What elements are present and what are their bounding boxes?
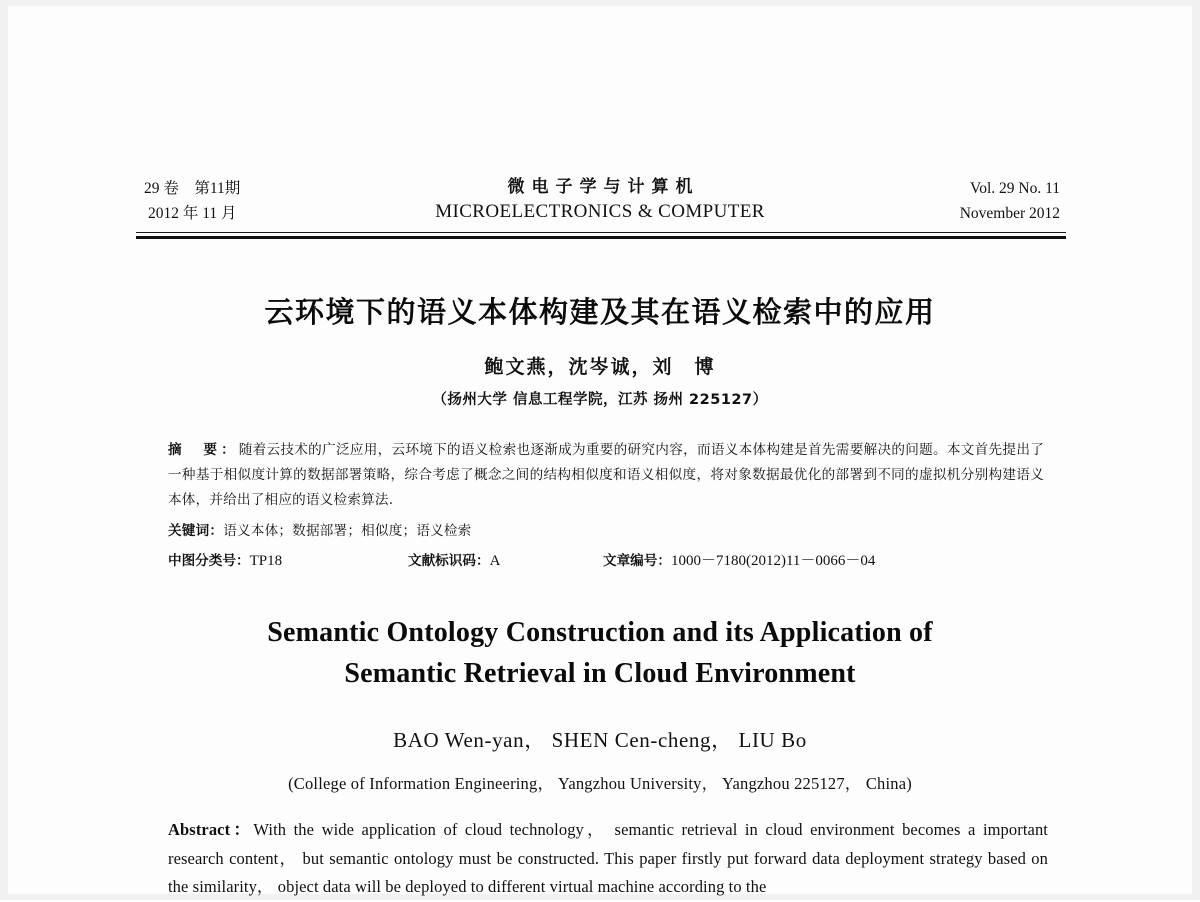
journal-masthead xyxy=(136,176,1066,226)
keywords-label-cn: 关键词 xyxy=(168,523,210,539)
masthead-left-block xyxy=(136,176,240,226)
article-id-label: 文章编号： xyxy=(603,553,671,569)
article-id-group xyxy=(603,549,1044,574)
abstract-separator-en: ： xyxy=(230,820,254,839)
abstract-separator-cn: ： xyxy=(221,442,239,458)
article-authors-cn: 鲍文燕，沈岑诚，刘 博 xyxy=(484,356,716,378)
article-title-en xyxy=(0,612,1200,694)
article-authors-en: BAO Wen-yan， SHEN Cen-cheng， LIU Bo xyxy=(393,728,807,752)
scan-edge-left xyxy=(0,0,8,900)
article-id-value: 1000－7180(2012)11－0066－04 xyxy=(670,553,876,569)
keywords-text-cn: 语义本体；数据部署；相似度；语义检索 xyxy=(223,523,472,539)
document-code-group xyxy=(408,549,603,574)
date-cn: 2012 年 11 月 xyxy=(148,205,237,223)
clc-number-label: 中图分类号： xyxy=(168,553,250,569)
scan-edge-right xyxy=(1192,0,1200,900)
keywords-separator-cn: ： xyxy=(209,523,224,539)
abstract-text-en: With the wide application of cloud technology， semantic retrieval in cloud environment becomes a important research content， but semantic ontology must be constructed. This paper firstly put forward data deployment strategy based on the similarity， object data will be deployed to different virtual machine according to the xyxy=(168,820,1048,896)
clc-number-value: TP18 xyxy=(249,553,283,569)
abstract-label-cn: 摘 要 xyxy=(168,442,222,458)
masthead-right-block xyxy=(960,176,1066,226)
abstract-label-en: Abstract xyxy=(168,820,231,839)
article-title-en-line2: Semantic Retrieval in Cloud Environment xyxy=(344,658,856,689)
article-affiliation-en: (College of Information Engineering， Yangzhou University， Yangzhou 225127， China) xyxy=(288,774,912,793)
volume-issue-cn: 29 卷 第11期 xyxy=(144,180,241,197)
classification-line xyxy=(168,549,1044,574)
header-rule-thin xyxy=(136,232,1066,233)
date-en: November 2012 xyxy=(959,205,1060,223)
volume-issue-en: Vol. 29 No. 11 xyxy=(970,180,1060,197)
header-rule-thick xyxy=(136,236,1066,239)
journal-title-cn: 微电子学与计算机 xyxy=(507,177,700,197)
keywords-cn xyxy=(168,519,1044,544)
abstract-text-cn: 随着云技术的广泛应用，云环境下的语义检索也逐渐成为重要的研究内容，而语义本体构建是首先需要解决的问题。本文首先提出了一种基于相似度计算的数据部署策略，综合考虑了概念之间的结构相似度和语义相似度，将对象数据最优化的部署到不同的虚拟机分别构建语义本体，并给出了相应的语义检索算法. xyxy=(168,442,1044,508)
article-title-cn: 云环境下的语义本体构建及其在语义检索中的应用 xyxy=(264,295,936,329)
journal-title-en: MICROELECTRONICS & COMPUTER xyxy=(435,200,765,222)
masthead-center-block xyxy=(240,176,959,225)
scan-edge-top xyxy=(0,0,1200,6)
abstract-cn xyxy=(168,438,1044,513)
abstract-en xyxy=(168,816,1048,902)
article-affiliation-cn: （扬州大学 信息工程学院，江苏 扬州 225127） xyxy=(432,392,768,408)
document-code-value: A xyxy=(489,553,501,569)
document-code-label: 文献标识码： xyxy=(408,553,490,569)
clc-number-group xyxy=(168,549,408,574)
article-title-en-line1: Semantic Ontology Construction and its Application of xyxy=(267,617,933,648)
